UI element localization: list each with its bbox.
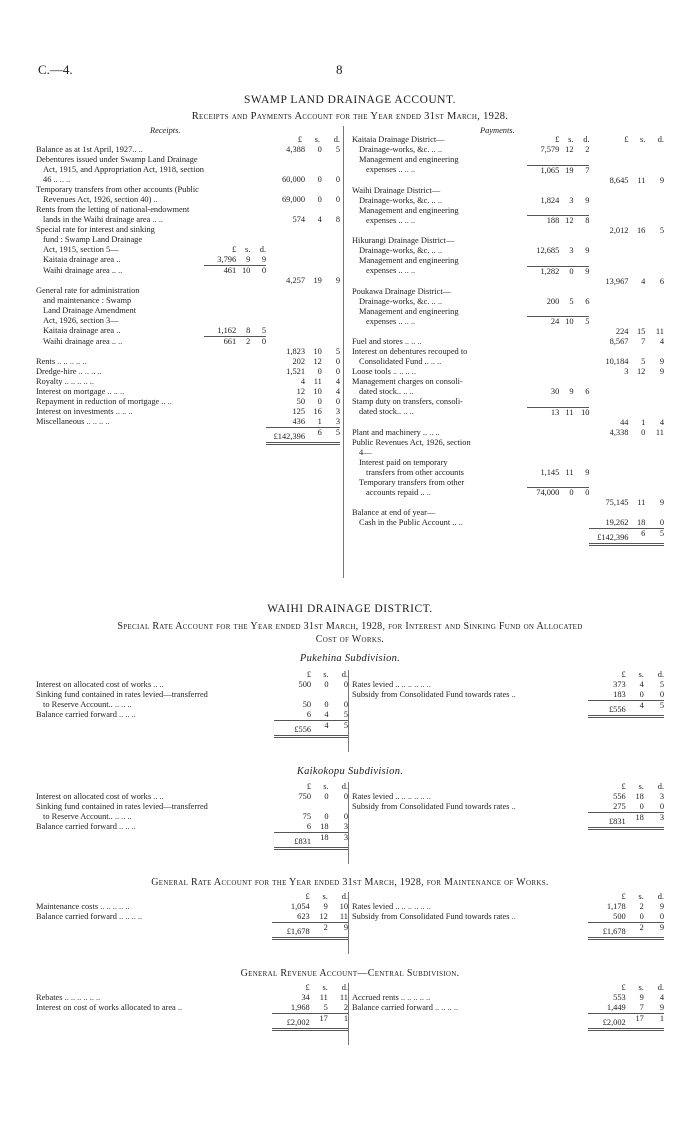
ledger-row: expenses .. .. .. 188 12 8 bbox=[366, 215, 590, 225]
ledger-row: expenses .. .. .. 24 10 5 bbox=[366, 316, 590, 326]
left-side: £ s. d. Interest on allocated cost of works .. .. 500 0 0 Sinking fund contained in rates levied—transferred to Reserve Account.. .. .. .. 50 0 0 Balance carried forward .. .. .. 6 4 5 £556 4 5 bbox=[36, 670, 348, 738]
right-side: £ s. d. Accrued rents .. .. .. .. .. 553 9 4 Balance carried forward .. .. .. .. 1,449 7 9 £2,002 17 1 bbox=[352, 983, 664, 1031]
ledger-row: dated stock.. .. .. 13 11 10 bbox=[359, 407, 590, 417]
ledger-row: 4,257 19 9 bbox=[286, 276, 340, 285]
ledger-row: Repayment in reduction of mortgage .. .. 50 0 0 bbox=[36, 397, 340, 406]
ledger-row: Kaitaia drainage area .. 3,796 9 9 bbox=[43, 255, 267, 264]
ledger-row: Rates levied .. .. .. .. .. .. 373 4 5 bbox=[352, 680, 664, 689]
ledger-row: Management and engineering bbox=[359, 205, 459, 215]
ledger-row: 46 .. .. .. 60,000 0 0 bbox=[43, 175, 340, 184]
ledger-row: Subsidy from Consolidated Fund towards rates .. 500 0 0 bbox=[352, 912, 664, 921]
ledger-row: Act, 1926, section 3— bbox=[43, 316, 119, 325]
receipts-currency-header: £ s. d. bbox=[297, 135, 340, 144]
ledger-row: Sinking fund contained in rates levied—transferred bbox=[36, 802, 208, 811]
ledger-row: Kaitaia drainage area .. 1,162 8 5 bbox=[43, 326, 267, 335]
ledger-row: Management charges on consoli- bbox=[352, 377, 463, 386]
receipts-heading: Receipts. bbox=[150, 126, 181, 135]
ledger-row: Hikurangi Drainage District— bbox=[352, 236, 455, 245]
ledger-row: Stamp duty on transfers, consoli- bbox=[352, 397, 463, 406]
kaikokopu-title: Kaikokopu Subdivision. bbox=[296, 766, 404, 777]
total-amount: £1,678 bbox=[286, 927, 310, 936]
ledger-row: to Reserve Account.. .. .. .. 75 0 0 bbox=[43, 812, 348, 821]
right-side: £ s. d. Rates levied .. .. .. .. .. .. 1,178 2 9 Subsidy from Consolidated Fund towards rates .. 500 0 0 £1,678 2 9 bbox=[352, 892, 664, 940]
ledger-row: Special rate for interest and sinking bbox=[36, 225, 155, 234]
ledger-row: 44 1 4 bbox=[620, 417, 664, 427]
ledger-row: Loose tools .. .. .. .. 3 12 9 bbox=[352, 367, 664, 376]
general-rate-title: General Rate Account for the Year ended 31st March, 1928, for Maintenance of Works. bbox=[151, 877, 549, 888]
ledger-row: Dredge-hire .. .. .. .. 1,521 0 0 bbox=[36, 367, 340, 376]
ledger-row: Fuel and stores .. .. .. 8,567 7 4 bbox=[352, 337, 664, 346]
ledger-row: Cash in the Public Account .. .. 19,262 18 0 bbox=[359, 518, 664, 527]
total-amount: £142,396 bbox=[597, 533, 629, 542]
ledger-row: Balance carried forward .. .. .. 6 4 5 bbox=[36, 710, 348, 719]
ledger-row: Poukawa Drainage District— bbox=[352, 286, 452, 296]
ledger-row: Balance carried forward .. .. .. 6 18 3 bbox=[36, 822, 348, 831]
payments-ledger: Kaitaia Drainage District— £ s. d. £ s. d. Drainage-works, &c. .. .. 7,579 12 2 Management and engineering expenses .. .. .. 1,065 19 7 8,645 11 9 Waihi Drainage District— Drainage-works, &c. .. .. 1,824 3 9 Management and engineering expenses .. .. .. 188 12 8 2,012 16 5 Hikurangi Drainage District— Drainage-works, &c. .. .. 12,685 3 9 Management and engineering expenses .. .. .. 1,282 0 9 13,967 4 6 Poukawa Drainage District— Drainage-works, &c. .. .. 200 5 6 Management and engineering expenses .. .. .. 24 10 5 224 15 11 Fuel and stores .. .. .. 8,567 7 4 Interest on debentures recouped to Consolidated Fund .. .. .. 10,184 5 9 Loose tools .. .. .. .. 3 12 9 Management charges on consoli- dated stock.. .. .. 30 9 6 Stamp duty on transfers, consoli- dated stock.. .. .. 13 11 10 44 1 4 Plant and machinery .. .. .. 4,338 0 11 Public Revenues Act, 1926, section 4— Interest paid on temporary transfers from other accounts 1,145 11 9 Temporary transfers from other accounts repaid .. .. 74,000 0 0 75,145 11 9 Balance at end of year— Cash in the Public Account .. .. 19,262 18 0 £142,396 6 5 bbox=[352, 135, 664, 546]
total-amount: £2,002 bbox=[286, 1018, 310, 1027]
ledger-row: 2,012 16 5 bbox=[609, 226, 664, 235]
ledger-row: Interest on investments .. .. .. 125 16 3 bbox=[36, 407, 340, 416]
ledger-row: dated stock.. .. .. 30 9 6 bbox=[359, 387, 590, 396]
ledger-row: expenses .. .. .. 1,065 19 7 bbox=[366, 165, 590, 175]
ledger-row: Interest on allocated cost of works .. .. 500 0 0 bbox=[36, 680, 348, 689]
total-amount: £831 bbox=[608, 817, 626, 826]
ledger-row: Subsidy from Consolidated Fund towards rates .. 275 0 0 bbox=[352, 802, 664, 811]
ledger-row: Drainage-works, &c. .. .. 200 5 6 bbox=[359, 296, 590, 306]
total-amount: £556 bbox=[608, 705, 626, 714]
ledger-row: Kaitaia Drainage District— £ s. d. £ s. d. bbox=[352, 135, 664, 144]
ledger-row: Subsidy from Consolidated Fund towards rates .. 183 0 0 bbox=[352, 690, 664, 699]
ledger-row: 8,645 11 9 bbox=[609, 175, 664, 185]
page-number: 8 bbox=[336, 62, 343, 77]
payments-heading: Payments. bbox=[480, 126, 515, 135]
ledger-row: Interest on debentures recouped to bbox=[352, 347, 468, 356]
ledger-row: Royalty .. .. .. .. .. 4 11 4 bbox=[36, 377, 340, 386]
ledger-row: Drainage-works, &c. .. .. 12,685 3 9 bbox=[359, 246, 590, 255]
ledger-row: Management and engineering bbox=[359, 256, 459, 265]
ledger-row: 4— bbox=[359, 447, 372, 457]
ledger-row: Miscellaneous .. .. .. .. 436 1 3 bbox=[36, 417, 340, 426]
ledger-row: Drainage-works, &c. .. .. 1,824 3 9 bbox=[359, 195, 590, 205]
ledger-row: 75,145 11 9 bbox=[605, 498, 664, 507]
ledger-row: Waihi Drainage District— bbox=[352, 185, 441, 195]
ledger-row: 224 15 11 bbox=[615, 327, 664, 336]
ledger-row: Management and engineering bbox=[359, 306, 459, 316]
total-amount: £556 bbox=[294, 725, 312, 734]
ledger-row: Sinking fund contained in rates levied—transferred bbox=[36, 690, 208, 699]
kaikokopu-account bbox=[36, 782, 664, 864]
payments-table bbox=[352, 135, 664, 546]
ledger-row: to Reserve Account.. .. .. .. 50 0 0 bbox=[43, 700, 348, 709]
waihi-subtitle-line1: Special Rate Account for the Year ended 31st March, 1928, for Interest and Sinking Fund on Allocated bbox=[117, 621, 583, 632]
ledger-row: Rates levied .. .. .. .. .. .. 556 18 3 bbox=[352, 792, 664, 801]
ledger-row: Maintenance costs .. .. .. .. .. 1,054 9 10 bbox=[36, 902, 348, 911]
waihi-subtitle-line2: Cost of Works. bbox=[315, 634, 385, 645]
pukehina-title: Pukehina Subdivision. bbox=[299, 653, 401, 664]
right-side: £ s. d. Rates levied .. .. .. .. .. .. 556 18 3 Subsidy from Consolidated Fund towards rates .. 275 0 0 £831 18 3 bbox=[352, 782, 664, 830]
swamp-account-subtitle: Receipts and Payments Account for the Year ended 31st March, 1928. bbox=[191, 111, 509, 122]
ledger-row: Interest on allocated cost of works .. .. 750 0 0 bbox=[36, 792, 348, 801]
total-amount: £142,396 bbox=[273, 432, 306, 441]
total-amount: £1,678 bbox=[602, 927, 626, 936]
pukehina-account bbox=[36, 670, 664, 752]
swamp-account-title: SWAMP LAND DRAINAGE ACCOUNT. bbox=[243, 94, 457, 106]
ledger-row: Public Revenues Act, 1926, section bbox=[352, 437, 471, 447]
ledger-row: transfers from other accounts 1,145 11 9 bbox=[366, 467, 590, 477]
ledger-row: Act, 1915, section 5— £ s. d. bbox=[43, 245, 267, 254]
ledger-row: Interest on mortgage .. .. .. 12 10 4 bbox=[36, 387, 340, 396]
ledger-row: Rents from the letting of national-endowment bbox=[36, 205, 190, 214]
ledger-row: lands in the Waihi drainage area .. .. 574 4 8 bbox=[43, 215, 340, 224]
total-amount: £831 bbox=[294, 837, 312, 846]
ledger-row: Balance carried forward .. .. .. .. 1,449 7 9 bbox=[352, 1003, 664, 1012]
general-revenue-title: General Revenue Account—Central Subdivision. bbox=[240, 968, 460, 979]
page-reference: C.—4. bbox=[38, 62, 73, 77]
left-side: £ s. d. Rebates .. .. .. .. .. .. 34 11 11 Interest on cost of works allocated to area .. 1,968 5 2 £2,002 17 1 bbox=[36, 983, 348, 1031]
ledger-row: Drainage-works, &c. .. .. 7,579 12 2 bbox=[359, 145, 590, 154]
right-side: £ s. d. Rates levied .. .. .. .. .. .. 373 4 5 Subsidy from Consolidated Fund towards rates .. 183 0 0 £556 4 5 bbox=[352, 670, 664, 718]
ledger-row: Waihi drainage area .. .. 661 2 0 bbox=[43, 336, 267, 346]
general-rate-account bbox=[36, 892, 664, 954]
ledger-row: Consolidated Fund .. .. .. 10,184 5 9 bbox=[359, 357, 664, 366]
ledger-row: fund : Swamp Land Drainage bbox=[43, 235, 143, 244]
ledger-row: Balance as at 1st April, 1927.. .. 4,388 0 5 bbox=[36, 145, 340, 154]
total-amount: £2,002 bbox=[602, 1018, 626, 1027]
ledger-row: Plant and machinery .. .. .. 4,338 0 11 bbox=[352, 427, 664, 437]
ledger-row: Land Drainage Amendment bbox=[43, 306, 137, 315]
ledger-row: Debentures issued under Swamp Land Drainage bbox=[36, 155, 198, 164]
left-side: £ s. d. Interest on allocated cost of works .. .. 750 0 0 Sinking fund contained in rates levied—transferred to Reserve Account.. .. .. .. 75 0 0 Balance carried forward .. .. .. 6 18 3 £831 18 3 bbox=[36, 782, 348, 850]
general-revenue-account bbox=[36, 983, 664, 1045]
ledger-row: Rebates .. .. .. .. .. .. 34 11 11 bbox=[36, 993, 348, 1002]
left-side: £ s. d. Maintenance costs .. .. .. .. .. 1,054 9 10 Balance carried forward .. .. .. .. 623 12 11 £1,678 2 9 bbox=[36, 892, 348, 940]
ledger-row: 13,967 4 6 bbox=[605, 276, 664, 286]
ledger-row: Rates levied .. .. .. .. .. .. 1,178 2 9 bbox=[352, 902, 664, 911]
ledger-row: Accrued rents .. .. .. .. .. 553 9 4 bbox=[352, 993, 664, 1002]
ledger-row: Rents .. .. .. .. .. 202 12 0 bbox=[36, 357, 340, 366]
ledger-row: Act, 1915, and Appropriation Act, 1918, section bbox=[43, 165, 204, 174]
ledger-row: Revenues Act, 1926, section 40) .. 69,000 0 0 bbox=[43, 195, 340, 204]
ledger-row: Interest paid on temporary bbox=[359, 457, 448, 467]
ledger-row: Balance at end of year— bbox=[352, 508, 436, 517]
ledger-row: expenses .. .. .. 1,282 0 9 bbox=[366, 266, 590, 276]
receipts-table bbox=[36, 145, 340, 445]
waihi-district-title: WAIHI DRAINAGE DISTRICT. bbox=[267, 603, 433, 615]
ledger-row: Temporary transfers from other bbox=[359, 477, 465, 487]
ledger-row: accounts repaid .. .. 74,000 0 0 bbox=[366, 487, 590, 497]
ledger-row: Waihi drainage area .. .. 461 10 0 bbox=[43, 265, 267, 275]
ledger-row: 1,823 10 5 bbox=[286, 347, 340, 356]
ledger-row: General rate for administration bbox=[36, 286, 140, 295]
ledger-row: and maintenance : Swamp bbox=[43, 296, 132, 305]
ledger-row: Balance carried forward .. .. .. .. 623 12 11 bbox=[36, 912, 348, 921]
ledger-row: Management and engineering bbox=[359, 155, 459, 164]
ledger-row: Interest on cost of works allocated to area .. 1,968 5 2 bbox=[36, 1003, 348, 1012]
ledger-row: Temporary transfers from other accounts (Public bbox=[36, 185, 199, 194]
receipts-ledger: Balance as at 1st April, 1927.. .. 4,388 0 5 Debentures issued under Swamp Land Drainage Act, 1915, and Appropriation Act, 1918, section 46 .. .. .. 60,000 0 0 Temporary transfers from other accounts (Public Revenues Act, 1926, section 40) .. 69,000 0 0 Rents from the letting of national-endowment lands in the Waihi drainage area .. .. 574 4 8 Special rate for interest and sinking fund : Swamp Land Drainage Act, 1915, section 5— £ s. d. Kaitaia drainage area .. 3,796 9 9 Waihi drainage area .. .. 461 10 0 4,257 19 9 General rate for administration and maintenance : Swamp Land Drainage Amendment Act, 1926, section 3— Kaitaia drainage area .. 1,162 8 5 Waihi drainage area .. .. 661 2 0 1,823 10 5 Rents .. .. .. .. .. 202 12 0 Dredge-hire .. .. .. .. 1,521 0 0 Royalty .. .. .. .. .. 4 11 4 Interest on mortgage .. .. .. 12 10 4 Repayment in reduction of mortgage .. .. 50 0 0 Interest on investments .. .. .. 125 16 3 Miscellaneous .. .. .. .. 436 1 3 £142,396 6 5 bbox=[36, 145, 340, 445]
